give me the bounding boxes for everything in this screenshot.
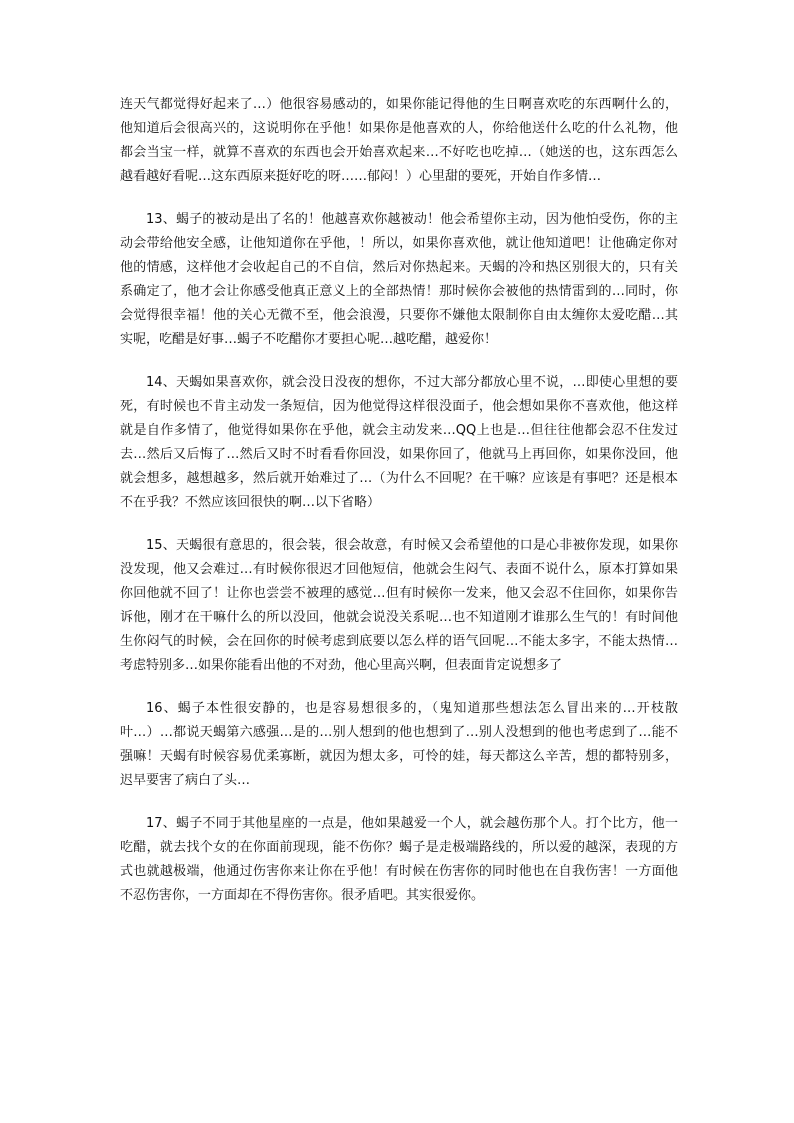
paragraph-16: 16、蝎子本性很安静的，也是容易想很多的，（鬼知道那些想法怎么冒出来的…开枝散叶…）…都说天蝎第六感强…是的…别人想到的他也想到了…别人没想到的他也考虑到了…能不强嘛！天蝎有时候容易优柔寡断，就因为想太多，可怜的娃，每天都这么辛苦，想的都特别多，迟早要害了病白了头…	[120, 701, 678, 788]
paragraph-14: 14、天蝎如果喜欢你，就会没日没夜的想你，不过大部分都放心里不说，…即使心里想的要死，有时候也不肯主动发一条短信，因为他觉得这样很没面子，他会想如果你不喜欢他，他这样就是自作多情了，他觉得如果你在乎他，就会主动发来…QQ上也是…但往往他都会忍不住发过去…然后又后悔了…然后又时不时看看你回没，如果你回了，他就马上再回你，如果你没回，他就会想多，越想越多，然后就开始难过了…（为什么不回呢？在干嘛？应该是有事吧？还是根本不在乎我？不然应该回很快的啊…以下省略）	[120, 375, 678, 510]
paragraph-15: 15、天蝎很有意思的，很会装，很会故意，有时候又会希望他的口是心非被你发现，如果你没发现，他又会难过…有时候你很迟才回他短信，他就会生闷气、表面不说什么，原本打算如果你回他就不回了！让你也尝尝不被理的感觉…但有时候你一发来，他又会忍不住回你，如果你告诉他，刚才在干嘛什么的所以没回，他就会说没关系呢…也不知道刚才谁那么生气的！有时间他生你闷气的时候，会在回你的时候考虑到底要以怎么样的语气回呢…不能太多字，不能太热情…考虑特别多…如果你能看出他的不对劲，他心里高兴啊，但表面肯定说想多了	[120, 538, 678, 673]
paragraph-13: 13、蝎子的被动是出了名的！他越喜欢你越被动！他会希望你主动，因为他怕受伤，你的主动会带给他安全感，让他知道你在乎他，！所以，如果你喜欢他，就让他知道吧！让他确定你对他的情感，这样他才会收起自己的不自信，然后对你热起来。天蝎的冷和热区别很大的，只有关系确定了，他才会让你感受他真正意义上的全部热情！那时候你会被他的热情雷到的…同时，你会觉得很幸福！他的关心无微不至，他会浪漫，只要你不嫌他太限制你自由太缠你太爱吃醋…其实呢，吃醋是好事…蝎子不吃醋你才要担心呢…越吃醋，越爱你！	[120, 212, 678, 347]
paragraph-17: 17、蝎子不同于其他星座的一点是，他如果越爱一个人，就会越伤那个人。打个比方，他一吃醋，就去找个女的在你面前现现，能不伤你？蝎子是走极端路线的，所以爱的越深，表现的方式也就越极端，他通过伤害你来让你在乎他！有时候在伤害你的同时他也在自我伤害！一方面他不忍伤害你，一方面却在不得伤害你。很矛盾吧。其实很爱你。	[120, 816, 678, 903]
paragraph-continuation: 连天气都觉得好起来了…）他很容易感动的，如果你能记得他的生日啊喜欢吃的东西啊什么的，他知道后会很高兴的，这说明你在乎他！如果你是他喜欢的人，你给他送什么吃的什么礼物，他都会当宝一样，就算不喜欢的东西也会开始喜欢起来…不好吃也吃掉…（她送的也，这东西怎么越看越好看呢…这东西原来挺好吃的呀……郁闷！）心里甜的要死，开始自作多情…	[120, 97, 678, 184]
document-body	[120, 93, 678, 927]
